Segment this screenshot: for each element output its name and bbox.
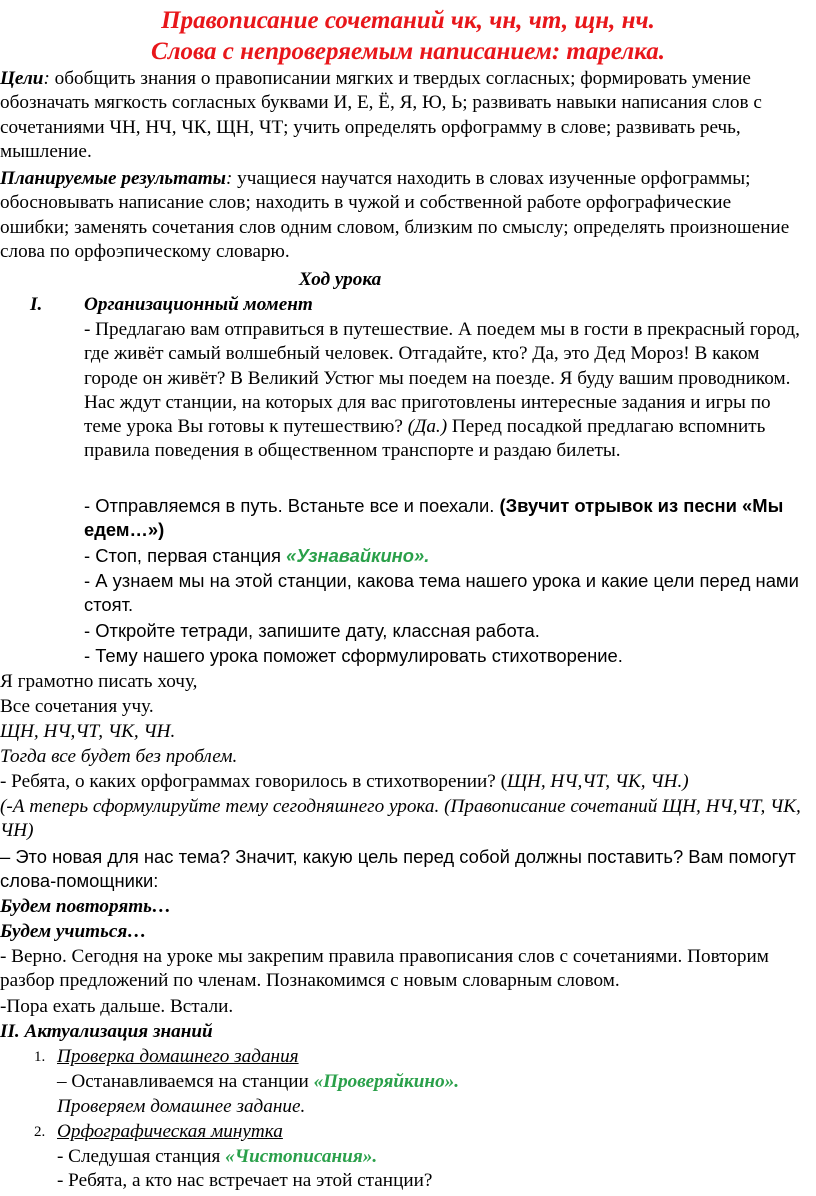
question-1-text: - Ребята, о каких орфограммах говорилось в стихотворении? (	[0, 771, 507, 792]
doc-title-line-1: Правописание сочетаний чк, чн, чт, щн, нч.	[161, 7, 655, 34]
item1-line-1-text: – Останавливаемся на станции	[57, 1071, 314, 1092]
station-chistopisaniya: «Чистописания».	[225, 1146, 378, 1167]
item2-title: Орфографическая минутка	[57, 1121, 283, 1142]
doc-title-line-2: Слова с непроверяемым написанием: тарелка.	[151, 38, 665, 65]
goals-colon: :	[43, 68, 50, 89]
section1-para4: - А узнаем мы на этой станции, какова тема нашего урока и какие цели перед нами стоят.	[84, 570, 799, 616]
results-colon: :	[225, 168, 233, 189]
poem-line-4: Тогда все будет без проблем.	[0, 746, 238, 767]
poem-line-3: ЩН, НЧ,ЧТ, ЧК, ЧН.	[0, 721, 176, 742]
item2-line-1	[57, 1145, 377, 1169]
para1-text: - Предлагаю вам отправиться в путешествие. А поедем мы в гости в прекрасный город, где живёт самый волшебный человек. Отгадайте, кто? Да, это Дед Мороз! В каком городе он живёт? В Великий Устюг мы поедем на поезде. Я буду вашим проводником. Нас ждут станции, на которых для вас приготовлены интересные задания и игры по теме урока Вы готовы к путешествию?	[84, 319, 800, 438]
section1-para6: - Тему нашего урока поможет сформулировать стихотворение.	[84, 645, 623, 666]
item1-line-2: Проверяем домашнее задание.	[57, 1096, 306, 1117]
item2-number: 2.	[34, 1124, 46, 1140]
results-text: учащиеся научатся находить в словах изученные орфограммы; обосновывать написание слов; находить в чужой и собственной работе орфографические ошибки; заменять сочетания слов одним словом, близким по смыслу; определять произношение слова по орфоэпическому словарю.	[0, 168, 790, 262]
question-1-answer: ЩН, НЧ,ЧТ, ЧК, ЧН.)	[506, 771, 689, 792]
para2-song: (Звучит отрывок из песни «Мы едем…»)	[84, 495, 784, 541]
station-uznavaikino: «Узнавайкино».	[286, 545, 430, 566]
section1-numeral: I.	[30, 294, 43, 315]
item2-line-2: - Ребята, а кто нас встречает на этой станции?	[57, 1170, 433, 1191]
section1-para1	[84, 318, 812, 464]
section1-para5: - Откройте тетради, запишите дату, классная работа.	[84, 620, 540, 641]
section2-title: II. Актуализация знаний	[0, 1021, 213, 1042]
section1-para3	[84, 544, 812, 568]
goals-label: Цели	[0, 68, 44, 89]
station-proveryaikino: «Проверяйкино».	[313, 1071, 460, 1092]
item1-number: 1.	[34, 1049, 46, 1065]
question-3: – Это новая для нас тема? Значит, какую цель перед собой должны поставить? Вам помогут слова-помощники:	[0, 846, 796, 892]
goals-text: обобщить знания о правописании мягких и твердых согласных; формировать умение обозначать мягкость согласных буквами И, Е, Ё, Я, Ю, Ь; развивать навыки написания слов с сочетаниями ЧН, НЧ, ЧК, ЩН, ЧТ; учить определять орфограмму в слове; развивать речь, мышление.	[0, 68, 762, 162]
item2-line-1-text: - Следушая станция	[57, 1146, 226, 1167]
para2-text: - Отправляемся в путь. Встаньте все и поехали.	[84, 495, 500, 516]
goals-paragraph	[0, 67, 800, 164]
question-2: (-А теперь сформулируйте тему сегодняшнего урока. (Правописание сочетаний ЩН, НЧ,ЧТ, ЧК, ЧН)	[0, 796, 801, 842]
lesson-heading: Ход урока	[298, 269, 382, 290]
section1-para2	[84, 494, 812, 543]
para1-text-cont: Перед посадкой предлагаю вспомнить правила поведения в общественном транспорте и раздаю билеты.	[84, 416, 766, 462]
item1-line-1	[57, 1070, 459, 1094]
results-paragraph	[0, 167, 800, 264]
poem-line-2: Все сочетания учу.	[0, 696, 154, 717]
go-on-line: -Пора ехать дальше. Встали.	[0, 996, 234, 1017]
poem-line-1: Я грамотно писать хочу,	[0, 671, 198, 692]
helper-word-1: Будем повторять…	[0, 896, 172, 917]
section1-title: Организационный момент	[84, 294, 313, 315]
para3-text: - Стоп, первая станция	[84, 545, 287, 566]
question-1	[0, 770, 810, 794]
item1-title: Проверка домашнего задания	[57, 1046, 299, 1067]
results-label: Планируемые результаты	[0, 168, 226, 189]
teacher-answer: - Верно. Сегодня на уроке мы закрепим правила правописания слов с сочетаниями. Повторим разбор предложений по членам. Познакомимся с новым словарным словом.	[0, 946, 769, 992]
helper-word-2: Будем учиться…	[0, 921, 147, 942]
para1-answer: (Да.)	[407, 416, 448, 438]
